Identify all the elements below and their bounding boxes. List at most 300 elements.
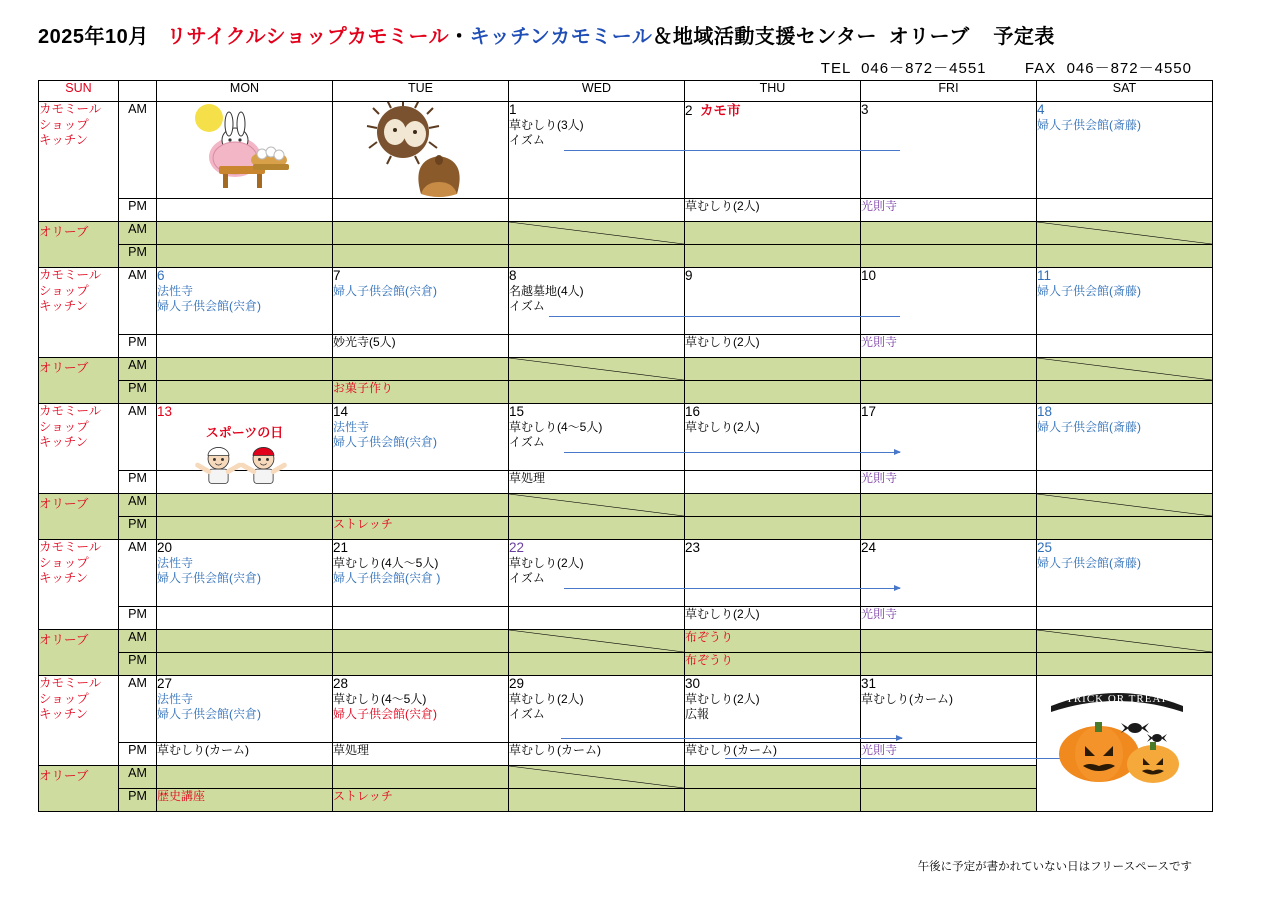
day-number: 11 <box>1037 268 1052 283</box>
day-number: 27 <box>157 676 173 691</box>
event-text: 妙光寺(5人) <box>333 335 396 349</box>
week-row-olive-am <box>39 630 1213 653</box>
table-header-row <box>39 81 1213 102</box>
day-cell-pm-tue[interactable] <box>333 335 509 358</box>
day-cell-am-mon[interactable] <box>157 676 333 743</box>
event-text: 婦人子供会館(宍倉 ) <box>333 571 441 586</box>
event-text: イズム <box>509 707 545 722</box>
event-text: 光則寺 <box>861 607 898 621</box>
row-label-line2: ショップ <box>39 691 89 706</box>
event-text: 草むしり(2人) <box>685 419 760 434</box>
olive-cell-pm-mon[interactable] <box>157 517 333 540</box>
olive-cell-pm-wed[interactable] <box>509 789 685 812</box>
olive-cell-am-tue[interactable] <box>333 630 509 653</box>
event-text: 婦人子供会館(斎藤) <box>1037 555 1141 570</box>
page-title <box>38 20 1055 49</box>
olive-cell-am-mon[interactable] <box>157 358 333 381</box>
col-header-wed: WED <box>509 81 685 102</box>
event-text: 草むしり(2人) <box>685 691 760 706</box>
event-text: 婦人子供会館(斎藤) <box>1037 283 1141 298</box>
col-header-tue: TUE <box>333 81 509 102</box>
event-text: 草むしり(3人) <box>509 117 584 132</box>
event-text: ストレッチ <box>333 517 393 531</box>
day-cell-pm-sat[interactable] <box>1037 335 1213 358</box>
day-number: 9 <box>685 268 693 283</box>
row-label-line1: カモミール <box>39 676 102 690</box>
day-number: 25 <box>1037 540 1053 555</box>
row-label-line2: ショップ <box>39 419 89 434</box>
day-cell-am-wed[interactable] <box>509 676 685 743</box>
olive-cell-am-thu[interactable] <box>685 494 861 517</box>
week-row-olive-am <box>39 222 1213 245</box>
event-text: イズム <box>509 299 545 314</box>
event-text: 布ぞうり <box>685 653 734 667</box>
day-number: 28 <box>333 676 349 691</box>
day-cell-am-fri[interactable] <box>861 268 1037 335</box>
olive-cell-pm-fri[interactable] <box>861 517 1037 540</box>
day-number: 15 <box>509 404 525 419</box>
week-row-pm <box>39 743 1213 766</box>
event-text: 歴史講座 <box>157 789 206 803</box>
olive-cell-am-tue[interactable] <box>333 766 509 789</box>
row-label-line1: カモミール <box>39 268 102 282</box>
ampm-label-am: AM <box>119 404 157 471</box>
week-row-olive-am <box>39 766 1213 789</box>
event-text: 草むしり(カーム) <box>509 743 601 757</box>
olive-cell-pm-tue[interactable] <box>333 381 509 404</box>
event-text: 法性寺 <box>157 691 194 706</box>
day-number: 31 <box>861 676 877 691</box>
row-label-line3: キッチン <box>39 571 89 586</box>
event-text: 婦人子供会館(宍倉) <box>333 707 437 722</box>
ampm-label-olive-pm: PM <box>119 789 157 812</box>
row-label-kamomile <box>39 102 119 222</box>
olive-cell-am-wed[interactable] <box>509 358 685 381</box>
row-label-line1: カモミール <box>39 404 102 418</box>
day-cell-pm-mon[interactable] <box>157 471 333 494</box>
day-cell-am-fri[interactable] <box>861 404 1037 471</box>
day-cell-am-mon[interactable] <box>157 404 333 471</box>
olive-cell-am-thu[interactable] <box>685 222 861 245</box>
title-org2: キッチンカモミール <box>469 26 653 48</box>
col-header-thu: THU <box>685 81 861 102</box>
week-row-am <box>39 268 1213 335</box>
day-cell-am-tue[interactable] <box>333 268 509 335</box>
chestnut-illustration <box>333 102 505 198</box>
week-row-olive-pm <box>39 381 1213 404</box>
day-number: 10 <box>861 268 877 283</box>
day-number: 20 <box>157 540 173 555</box>
day-cell-pm-sat[interactable] <box>1037 199 1213 222</box>
row-label-line2: ショップ <box>39 283 89 298</box>
week-row-pm <box>39 335 1213 358</box>
olive-cell-am-mon[interactable] <box>157 494 333 517</box>
event-text: 広報 <box>685 707 710 722</box>
svg-text:TRICK OR TREAT: TRICK OR TREAT <box>1066 693 1168 705</box>
event-text: 草むしり(2人) <box>685 199 760 213</box>
day-cell-pm-wed[interactable] <box>509 471 685 494</box>
week-row-olive-pm <box>39 789 1213 812</box>
olive-cell-am-thu[interactable] <box>685 358 861 381</box>
day-number: 13 <box>157 404 173 419</box>
event-text: 光則寺 <box>861 743 898 757</box>
event-text: 草むしり(カーム) <box>861 691 953 706</box>
day-cell-pm-fri[interactable] <box>861 199 1037 222</box>
day-cell-am-wed[interactable] <box>509 102 685 199</box>
olive-cell-am-tue[interactable] <box>333 358 509 381</box>
olive-cell-am-tue[interactable] <box>333 494 509 517</box>
day-cell-am-sat[interactable] <box>1037 404 1213 471</box>
olive-cell-pm-mon[interactable] <box>157 245 333 268</box>
day-cell-am-tue[interactable] <box>333 676 509 743</box>
olive-cell-pm-wed[interactable] <box>509 653 685 676</box>
ampm-label-pm: PM <box>119 607 157 630</box>
day-number: 3 <box>861 102 869 117</box>
day-cell-pm-thu[interactable] <box>685 335 861 358</box>
ampm-label-olive-am: AM <box>119 494 157 517</box>
day-number: 2 <box>685 103 693 118</box>
day-number: 1 <box>509 102 517 117</box>
event-text: 名越墓地(4人) <box>509 283 584 298</box>
event-text: お菓子作り <box>333 381 394 395</box>
col-header-sat: SAT <box>1037 81 1213 102</box>
diagonal-strike <box>509 494 684 516</box>
day-number: 4 <box>1037 102 1045 117</box>
olive-cell-am-sat[interactable] <box>1037 494 1213 517</box>
day-cell-am-fri[interactable] <box>861 676 1037 743</box>
day-cell-pm-sat[interactable] <box>1037 607 1213 630</box>
day-cell-pm-wed[interactable] <box>509 199 685 222</box>
ampm-label-olive-pm: PM <box>119 517 157 540</box>
fax-label: FAX <box>1024 60 1057 77</box>
ampm-label-am: AM <box>119 102 157 199</box>
event-text: 光則寺 <box>861 335 898 349</box>
event-text: イズム <box>509 571 545 586</box>
olive-cell-pm-tue[interactable] <box>333 653 509 676</box>
day-cell-am-sat[interactable] <box>1037 268 1213 335</box>
row-label-line3: キッチン <box>39 133 89 148</box>
title-org1: リサイクルショップカモミール <box>166 26 450 48</box>
day-cell-pm-tue[interactable] <box>333 199 509 222</box>
olive-cell-am-tue[interactable] <box>333 222 509 245</box>
moon-rabbit-illustration <box>157 102 332 198</box>
olive-cell-pm-thu[interactable] <box>685 789 861 812</box>
olive-cell-am-sat[interactable] <box>1037 630 1213 653</box>
event-text: 法性寺 <box>333 419 370 434</box>
olive-cell-pm-wed[interactable] <box>509 517 685 540</box>
olive-cell-pm-sat[interactable] <box>1037 653 1213 676</box>
ampm-label-am: AM <box>119 676 157 743</box>
olive-cell-am-fri[interactable] <box>861 494 1037 517</box>
olive-cell-pm-fri[interactable] <box>861 245 1037 268</box>
day-cell-am-mon[interactable] <box>157 268 333 335</box>
row-label-olive: オリーブ <box>39 358 119 404</box>
day-cell-pm-tue[interactable] <box>333 471 509 494</box>
day-cell-pm-fri[interactable] <box>861 335 1037 358</box>
event-text: イズム <box>509 435 545 450</box>
week-row-am <box>39 540 1213 607</box>
row-label-kamomile <box>39 404 119 494</box>
olive-cell-am-sat[interactable] <box>1037 222 1213 245</box>
ampm-label-olive-am: AM <box>119 766 157 789</box>
fax-number: 046－872－4550 <box>1066 60 1192 77</box>
halloween-pumpkin-illustration <box>1037 676 1212 811</box>
day-cell-am-fri[interactable] <box>861 540 1037 607</box>
day-number: 23 <box>685 540 701 555</box>
day-cell-am-wed[interactable] <box>509 268 685 335</box>
event-text: 草むしり(4～5人) <box>509 419 603 434</box>
row-label-olive: オリーブ <box>39 494 119 540</box>
chestnut-illustration <box>333 102 508 198</box>
day-number: 8 <box>509 268 517 283</box>
event-text: 光則寺 <box>861 471 898 485</box>
row-label-line3: キッチン <box>39 299 89 314</box>
diagonal-strike <box>509 358 684 380</box>
day-cell-am-thu[interactable] <box>685 268 861 335</box>
olive-cell-am-wed[interactable] <box>509 766 685 789</box>
day-number: 22 <box>509 540 525 555</box>
event-text: 婦人子供会館(宍倉) <box>333 283 437 298</box>
olive-cell-pm-fri[interactable] <box>861 653 1037 676</box>
olive-cell-am-fri[interactable] <box>861 358 1037 381</box>
day-cell-pm-thu[interactable] <box>685 607 861 630</box>
moon-rabbit-illustration <box>157 102 329 190</box>
contact-info <box>821 57 1192 78</box>
row-label-olive: オリーブ <box>39 222 119 268</box>
day-cell-am-fri[interactable] <box>861 102 1037 199</box>
footnote: 午後に予定が書かれていない日はフリースペースです <box>917 861 1192 873</box>
sports-day-title: スポーツの日 <box>205 425 284 440</box>
week-row-am <box>39 404 1213 471</box>
row-label-kamomile <box>39 540 119 630</box>
olive-cell-pm-tue[interactable] <box>333 517 509 540</box>
row-label-olive: オリーブ <box>39 766 119 812</box>
day-cell-pm-wed[interactable] <box>509 607 685 630</box>
col-header-fri: FRI <box>861 81 1037 102</box>
event-text: 草むしり(2人) <box>685 335 760 349</box>
day-cell-am-thu[interactable] <box>685 540 861 607</box>
olive-cell-am-thu[interactable] <box>685 766 861 789</box>
row-label-line1: カモミール <box>39 540 102 554</box>
week-row-am <box>39 102 1213 199</box>
day-highlight-event: カモ市 <box>692 103 741 118</box>
event-text: 婦人子供会館(宍倉) <box>333 435 437 450</box>
day-cell-am-sat[interactable] <box>1037 676 1213 812</box>
row-label-line1: カモミール <box>39 102 102 116</box>
row-label-line2: ショップ <box>39 117 89 132</box>
diagonal-strike <box>509 766 684 788</box>
day-number: 16 <box>685 404 701 419</box>
olive-cell-pm-sat[interactable] <box>1037 517 1213 540</box>
olive-cell-am-mon[interactable] <box>157 766 333 789</box>
col-header-sun: SUN <box>39 81 119 102</box>
event-text: 草むしり(カーム) <box>685 743 777 757</box>
day-cell-pm-mon[interactable] <box>157 743 333 766</box>
day-cell-am-sat[interactable] <box>1037 540 1213 607</box>
diagonal-strike <box>1037 494 1212 516</box>
olive-cell-pm-sat[interactable] <box>1037 381 1213 404</box>
row-label-kamomile <box>39 676 119 766</box>
ampm-label-am: AM <box>119 540 157 607</box>
week-row-olive-am <box>39 358 1213 381</box>
diagonal-strike <box>1037 630 1212 652</box>
ampm-label-pm: PM <box>119 743 157 766</box>
olive-cell-am-wed[interactable] <box>509 222 685 245</box>
olive-cell-am-wed[interactable] <box>509 494 685 517</box>
day-cell-am-thu[interactable] <box>685 404 861 471</box>
diagonal-strike <box>1037 358 1212 380</box>
row-label-line3: キッチン <box>39 707 89 722</box>
event-text: 布ぞうり <box>685 630 734 644</box>
diagonal-strike <box>509 630 684 652</box>
olive-cell-pm-wed[interactable] <box>509 381 685 404</box>
event-text: 法性寺 <box>157 555 194 570</box>
olive-cell-am-fri[interactable] <box>861 630 1037 653</box>
week-row-olive-pm <box>39 517 1213 540</box>
week-row-am <box>39 676 1213 743</box>
olive-cell-am-fri[interactable] <box>861 222 1037 245</box>
diagonal-strike <box>1037 222 1212 244</box>
day-cell-pm-sat[interactable] <box>1037 471 1213 494</box>
week-row-pm <box>39 607 1213 630</box>
event-text: 草むしり(2人) <box>509 691 584 706</box>
event-text: ストレッチ <box>333 789 393 803</box>
ampm-label-olive-am: AM <box>119 358 157 381</box>
olive-cell-pm-sat[interactable] <box>1037 245 1213 268</box>
olive-cell-pm-fri[interactable] <box>861 789 1037 812</box>
day-cell-pm-mon[interactable] <box>157 335 333 358</box>
olive-cell-pm-tue[interactable] <box>333 245 509 268</box>
olive-cell-am-wed[interactable] <box>509 630 685 653</box>
day-cell-pm-mon[interactable] <box>157 199 333 222</box>
day-cell-pm-fri[interactable] <box>861 471 1037 494</box>
olive-cell-am-sat[interactable] <box>1037 358 1213 381</box>
week-row-pm <box>39 471 1213 494</box>
day-number: 17 <box>861 404 877 419</box>
title-sep: ・ <box>449 26 470 48</box>
day-number: 14 <box>333 404 349 419</box>
title-amp: ＆地域活動支援センター <box>652 26 878 48</box>
day-number: 24 <box>861 540 877 555</box>
ampm-label-olive-pm: PM <box>119 653 157 676</box>
day-cell-am-tue[interactable] <box>333 102 509 199</box>
title-date: 2025年10月 <box>38 26 149 48</box>
event-text: 草むしり(カーム) <box>157 743 249 757</box>
event-text: 草むしり(2人) <box>509 555 584 570</box>
week-row-olive-am <box>39 494 1213 517</box>
day-number: 7 <box>333 268 341 283</box>
event-text: 婦人子供会館(宍倉) <box>157 299 261 314</box>
day-cell-pm-fri[interactable] <box>861 607 1037 630</box>
olive-cell-pm-wed[interactable] <box>509 245 685 268</box>
ampm-label-pm: PM <box>119 335 157 358</box>
ampm-label-pm: PM <box>119 199 157 222</box>
event-text: 婦人子供会館(斎藤) <box>1037 419 1141 434</box>
event-text: 草処理 <box>509 471 546 485</box>
day-cell-pm-tue[interactable] <box>333 607 509 630</box>
day-cell-pm-thu[interactable] <box>685 471 861 494</box>
schedule-table <box>38 80 1213 812</box>
event-text: 草むしり(4～5人) <box>333 691 427 706</box>
event-text: 光則寺 <box>861 199 898 213</box>
day-cell-am-wed[interactable] <box>509 404 685 471</box>
event-text: イズム <box>509 133 545 148</box>
olive-cell-pm-mon[interactable] <box>157 653 333 676</box>
day-cell-pm-wed[interactable] <box>509 335 685 358</box>
col-header-mon: MON <box>157 81 333 102</box>
row-label-line3: キッチン <box>39 435 89 450</box>
olive-cell-pm-thu[interactable] <box>685 245 861 268</box>
week-row-olive-pm <box>39 245 1213 268</box>
ampm-label-am: AM <box>119 268 157 335</box>
day-cell-am-mon[interactable] <box>157 102 333 199</box>
day-cell-am-tue[interactable] <box>333 540 509 607</box>
olive-cell-pm-thu[interactable] <box>685 653 861 676</box>
row-label-line2: ショップ <box>39 555 89 570</box>
olive-cell-am-fri[interactable] <box>861 766 1037 789</box>
day-cell-am-mon[interactable] <box>157 540 333 607</box>
day-cell-pm-tue[interactable] <box>333 743 509 766</box>
col-header-blank <box>119 81 157 102</box>
week-row-pm <box>39 199 1213 222</box>
ampm-label-olive-am: AM <box>119 222 157 245</box>
tel-label: TEL <box>820 60 851 77</box>
event-text: 草処理 <box>333 743 370 757</box>
ampm-label-olive-pm: PM <box>119 381 157 404</box>
olive-cell-am-mon[interactable] <box>157 630 333 653</box>
ampm-label-pm: PM <box>119 471 157 494</box>
olive-cell-am-thu[interactable] <box>685 630 861 653</box>
day-cell-pm-fri[interactable] <box>861 743 1037 766</box>
day-cell-pm-thu[interactable] <box>685 743 861 766</box>
ampm-label-olive-am: AM <box>119 630 157 653</box>
day-cell-pm-thu[interactable] <box>685 199 861 222</box>
title-org3: オリーブ <box>888 26 970 48</box>
day-number: 30 <box>685 676 701 691</box>
ampm-label-olive-pm: PM <box>119 245 157 268</box>
event-text: 草むしり(2人) <box>685 607 760 621</box>
day-number: 18 <box>1037 404 1053 419</box>
day-number: 29 <box>509 676 525 691</box>
day-cell-am-sat[interactable] <box>1037 102 1213 199</box>
olive-cell-pm-mon[interactable] <box>157 381 333 404</box>
event-text: 婦人子供会館(宍倉) <box>157 571 261 586</box>
day-cell-pm-mon[interactable] <box>157 607 333 630</box>
day-number: 21 <box>333 540 349 555</box>
day-cell-am-thu[interactable] <box>685 102 861 199</box>
olive-cell-pm-fri[interactable] <box>861 381 1037 404</box>
olive-cell-pm-tue[interactable] <box>333 789 509 812</box>
event-text: 婦人子供会館(宍倉) <box>157 707 261 722</box>
day-cell-am-tue[interactable] <box>333 404 509 471</box>
olive-cell-pm-thu[interactable] <box>685 381 861 404</box>
title-doctype: 予定表 <box>993 26 1055 48</box>
day-cell-am-wed[interactable] <box>509 540 685 607</box>
day-cell-am-thu[interactable] <box>685 676 861 743</box>
olive-cell-pm-thu[interactable] <box>685 517 861 540</box>
week-row-olive-pm <box>39 653 1213 676</box>
event-text: 婦人子供会館(斎藤) <box>1037 117 1141 132</box>
row-label-olive: オリーブ <box>39 630 119 676</box>
olive-cell-pm-mon[interactable] <box>157 789 333 812</box>
halloween-pumpkin-illustration <box>1037 676 1197 786</box>
day-cell-pm-wed[interactable] <box>509 743 685 766</box>
tel-number: 046－872－4551 <box>861 60 987 77</box>
event-text: 法性寺 <box>157 283 194 298</box>
day-number: 6 <box>157 268 165 283</box>
event-text: 草むしり(4人～5人) <box>333 555 439 570</box>
olive-cell-am-mon[interactable] <box>157 222 333 245</box>
